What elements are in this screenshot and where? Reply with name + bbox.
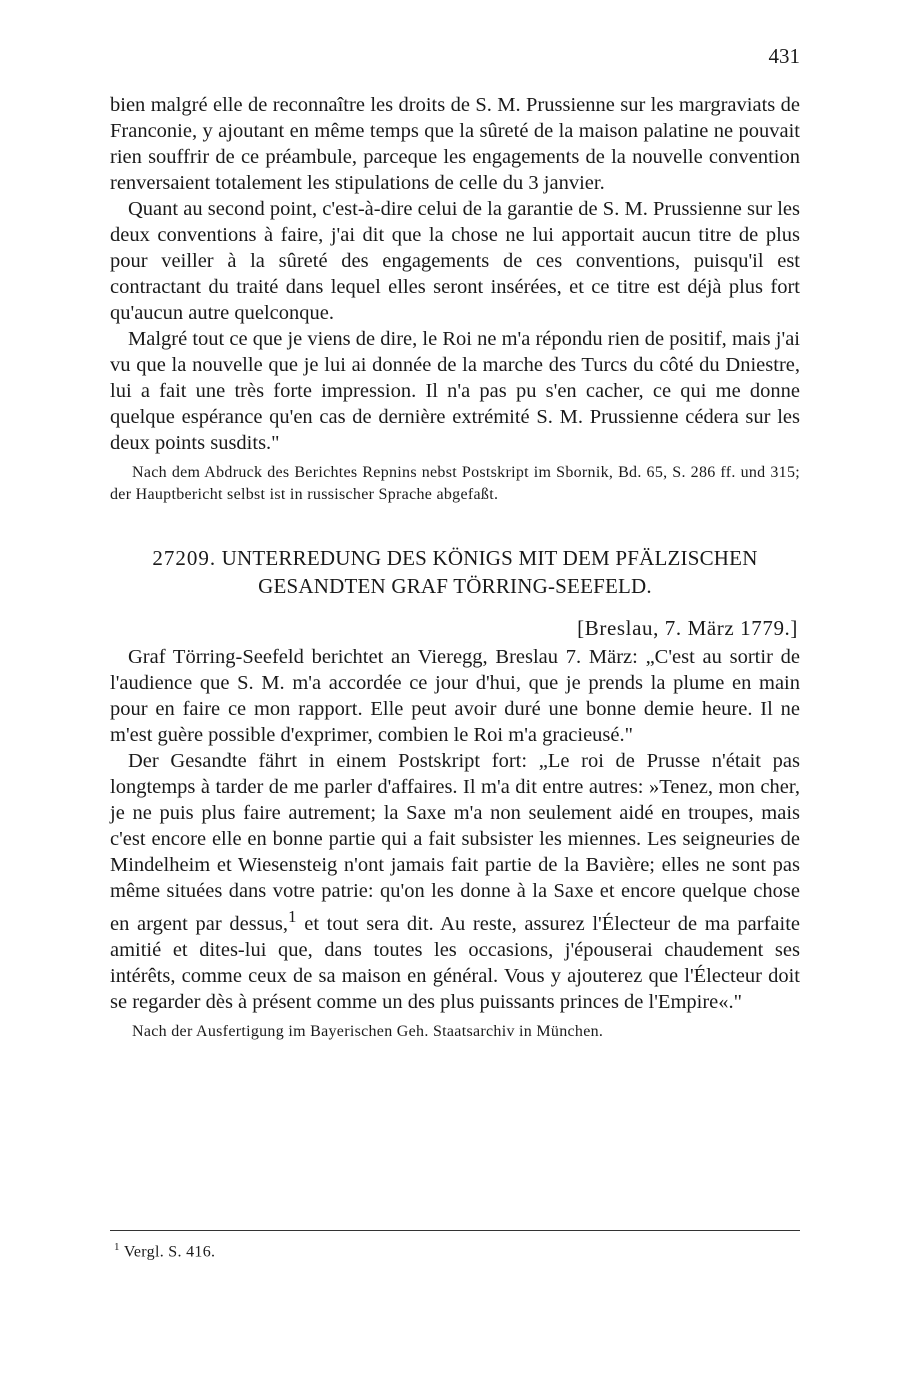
paragraph-torring-report: Graf Törring-Seefeld berichtet an Vieregg, Breslau 7. März: „C'est au sortir de l'audience que S. M. m'a accordée ce jour d'hui, que je prends la plume en main pour en faire ce mon rapport. Elle peut avoir duré une bonne demie heure. Il ne m'est guère possible d'exprimer, combien le Roi m'a gracieusé." [110,646,800,746]
source-note-archive: Nach der Ausfertigung im Bayerischen Geh. Staatsarchiv in München. [132,1022,604,1040]
footnote-marker: 1 [114,1241,120,1253]
postscript-text-part-2: et tout sera dit. Au reste, assurez l'Électeur de ma parfaite amitié et dites-lui que, dans toutes les occasions, j'épouserai chaudement ses intérêts, comme ceux de sa maison en général. Vous y ajouterez que l'Électeur doit se regarder dès à présent comme un des plus puissants princes de l'Empire«." [110,912,800,1013]
section-title-line-2: GESANDTEN GRAF TÖRRING-SEEFELD. [258,574,652,598]
footnote [114,1236,215,1263]
section-number: 27209. [152,546,217,570]
postscript-text-part-1: Der Gesandte fährt in einem Postskript fort: „Le roi de Prusse n'était pas longtemps à tarder de me parler d'affaires. Il m'a dit entre autres: »Tenez, mon cher, je ne puis plus faire autrement; la Saxe m'a non seulement aidé en troupes, mais c'est encore elle en bonne partie qui a fait subsister les miennes. Les seigneuries de Mindelheim et Wiesensteig n'ont jamais fait partie de la Bavière; elles ne sont pas même situées dans votre patrie: qu'on les donne à la Saxe et encore quelque chose en argent par dessus, [110,750,800,935]
footnote-reference: 1 [288,907,297,926]
paragraph-postscript [110,748,800,1015]
paragraph-second-point: Quant au second point, c'est-à-dire celui de la garantie de S. M. Prussienne sur les deux conventions à faire, j'ai dit que la chose ne lui apportait aucun titre de plus pour veiller à la sûreté des engagements de ces conventions, puisqu'il est contractant du traité dans lequel elles seront insérées, et ce titre est déjà plus fort qu'aucun autre quelconque. [110,198,800,324]
footnote-text: Vergl. S. 416. [119,1243,216,1261]
section-heading [110,544,800,600]
source-note-repnin: Nach dem Abdruck des Berichtes Repnins nebst Postskript im Sbornik, Bd. 65, S. 286 ff. und 315; der Hauptbericht selbst ist in russischer Sprache abgefaßt. [110,464,800,503]
paragraph-continuation: bien malgré elle de reconnaître les droits de S. M. Prussienne sur les margraviats de Franconie, y ajoutant en même temps que la sûreté de la maison palatine ne pouvait rien souffrir de ce préambule, parceque les engagements de la nouvelle convention renversaient totalement les stipulations de celle du 3 janvier. [110,94,800,194]
section-title-line-1: UNTERREDUNG DES KÖNIGS MIT DEM PFÄLZISCHEN [221,546,758,570]
section-heading-line-1 [110,544,800,572]
page-number: 431 [768,44,800,68]
footnote-divider [110,1230,800,1231]
dateline: [Breslau, 7. März 1779.] [577,616,798,640]
page-body [110,92,800,1043]
paragraph-king-reply: Malgré tout ce que je viens de dire, le Roi ne m'a répondu rien de positif, mais j'ai vu que la nouvelle que je lui ai donnée de la marche des Turcs du côté du Dniestre, lui a fait une très forte impression. Il n'a pas pu s'en cacher, ce qui me donne quelque espérance qu'en cas de dernière extrémité S. M. Prussienne cédera sur les deux points susdits." [110,328,800,454]
